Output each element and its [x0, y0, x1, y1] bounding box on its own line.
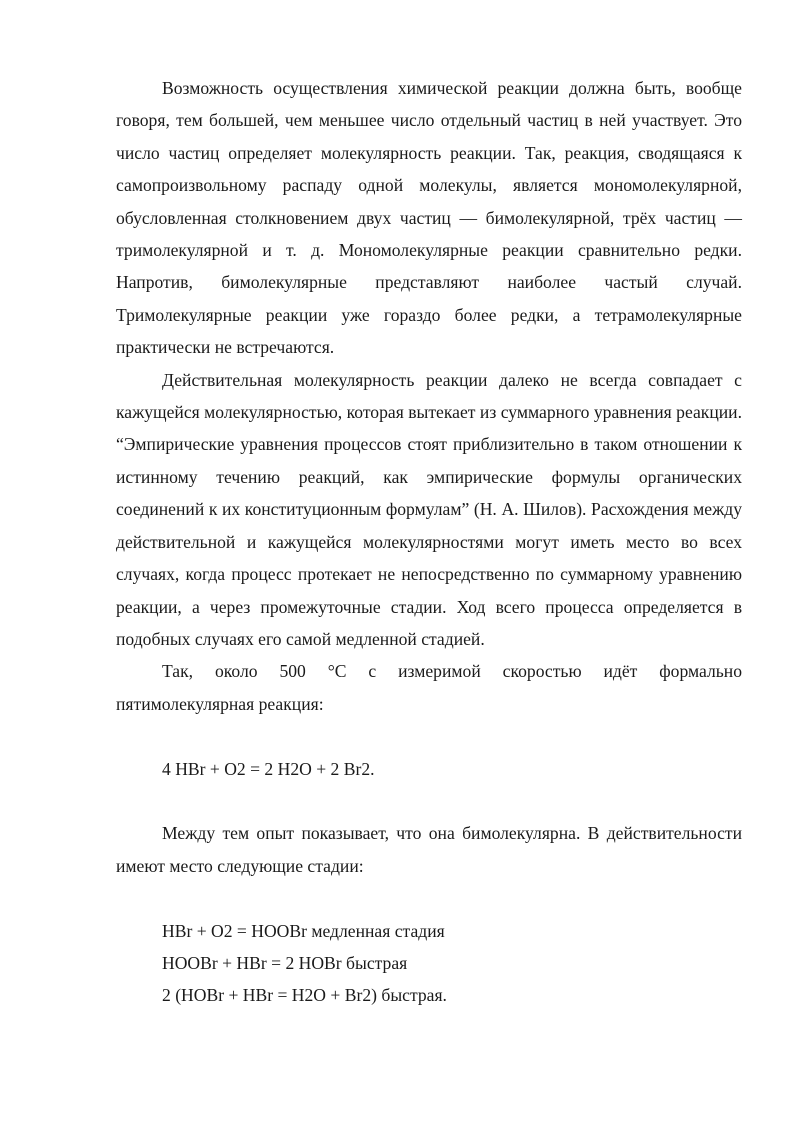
blank-line: [116, 785, 742, 817]
blank-line: [116, 720, 742, 752]
blank-line: [116, 882, 742, 914]
paragraph-bimolecular-observation: Между тем опыт показывает, что она бимолекулярна. В действительности имеют место следующие стадии:: [116, 823, 742, 876]
overall-equation: 4 HBr + O2 = 2 H2O + 2 Br2.: [162, 758, 375, 779]
reaction-stage-fast-2: 2 (HOBr + HBr = H2O + Br2) быстрая.: [162, 985, 447, 1006]
paragraph-actual-molecularity: Действительная молекулярность реакции далеко не всегда совпадает с кажущейся молекулярностью, которая вытекает из суммарного уравнения реакции. “Эмпирические уравнения процессов стоят приблизительно в таком отношении к истинному течению реакций, как эмпирические формулы органических соединений к их конституционным формулам” (Н. А. Шилов). Расхождения между действительной и кажущейся молекулярностями могут иметь место во всех случаях, когда процесс протекает не непосредственно по суммарному уравнению реакции, а через промежуточные стадии. Ход всего процесса определяется в подобных случаях его самой медленной стадией.: [116, 369, 742, 649]
paragraph-molecularity-intro: Возможность осуществления химической реакции должна быть, вообще говоря, тем большей, чем меньшее число отдельный частиц в ней участвует. Это число частиц определяет молекулярность реакции. Так, реакция, сводящаяся к самопроизвольному распаду одной молекулы, является мономолекулярной, обусловленная столкновением двух частиц — бимолекулярной, трёх частиц — тримолекулярной и т. д. Мономолекулярные реакции сравнительно редки. Напротив, бимолекулярные представляют наиболее частый случай. Тримолекулярные реакции уже гораздо более редки, а тетрамолекулярные практически не встречаются.: [116, 78, 742, 358]
paragraph-pentamolecular-example: Так, около 500 °С с измеримой скоростью идёт формально пятимолекулярная реакция:: [116, 661, 742, 714]
reaction-stage-slow: HBr + O2 = HOOBr медленная стадия: [162, 920, 445, 941]
reaction-stage-fast-1: HOOBr + HBr = 2 HOBr быстрая: [162, 952, 408, 973]
